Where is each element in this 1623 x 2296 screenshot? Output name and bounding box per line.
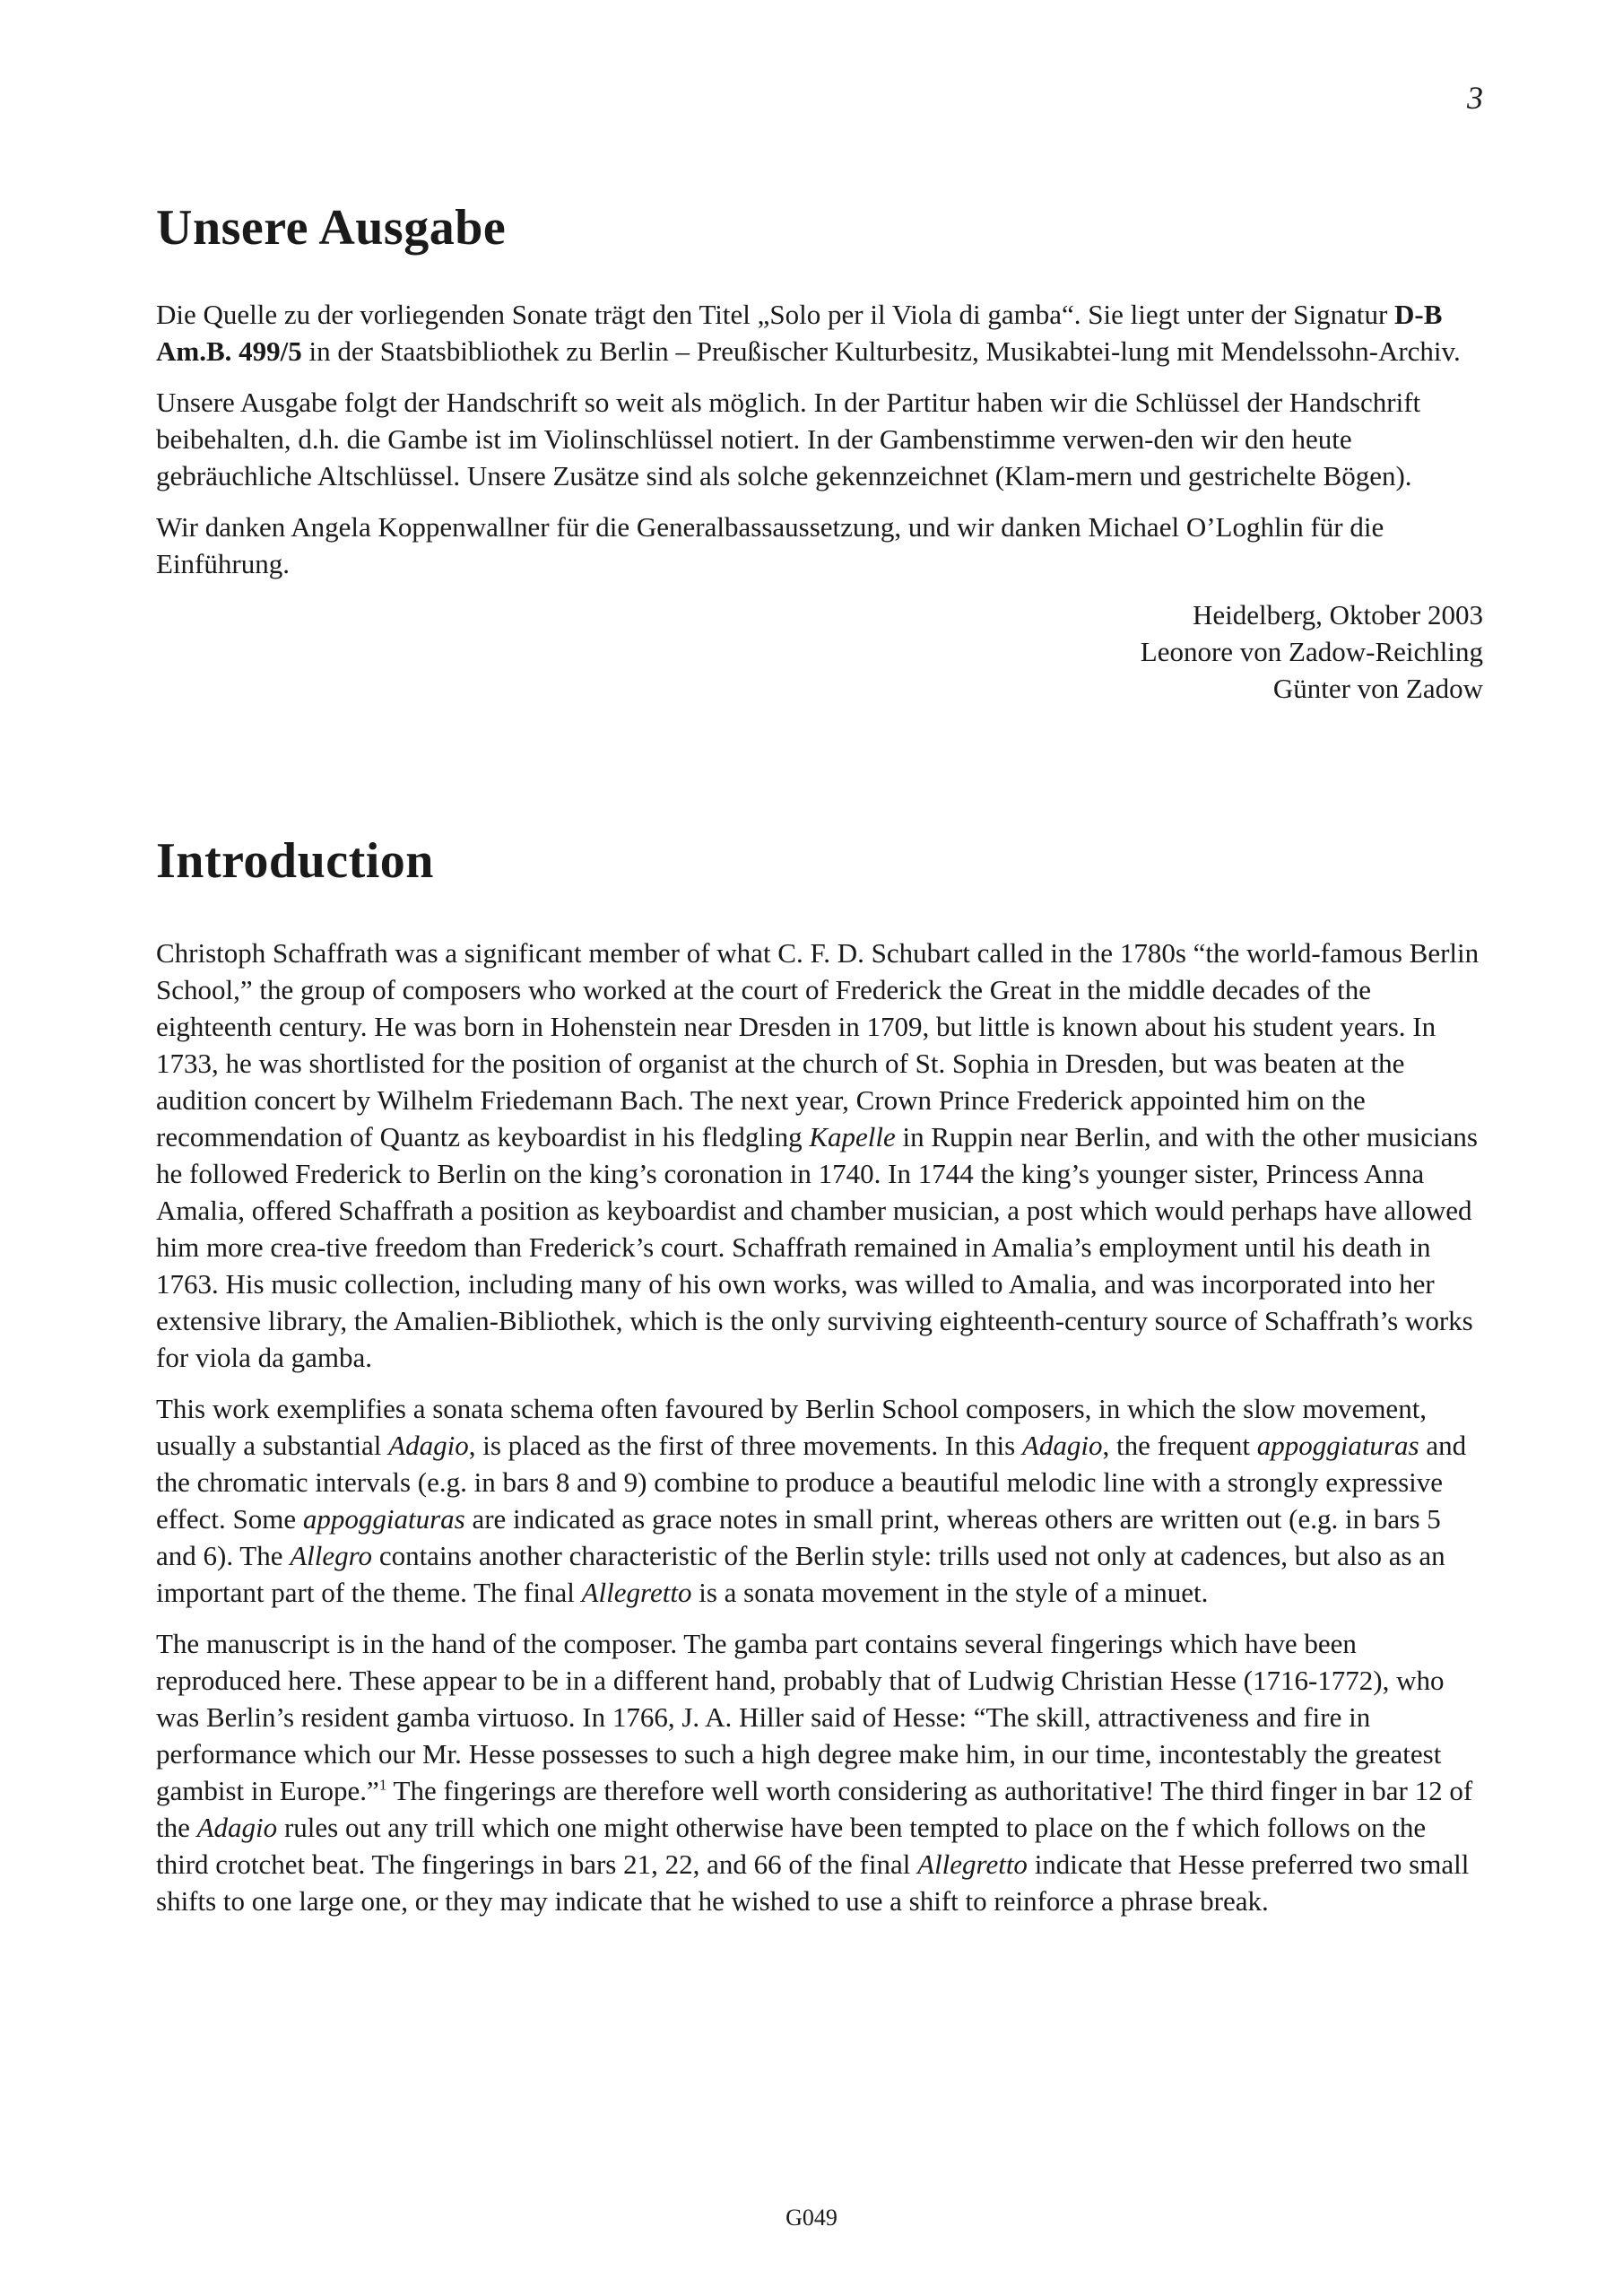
section-unsere-ausgabe-body <box>156 296 1483 707</box>
paragraph: Unsere Ausgabe folgt der Handschrift so weit als möglich. In der Partitur haben wir die Schlüssel der Handschrift beibehalten, d.h. die Gambe ist im Violinschlüssel notiert. In der Gambenstimme verwen-den wir den heute gebräuchliche Altschlüssel. Unsere Zusätze sind als solche gekennzeichnet (Klam-mern und gestrichelte Bögen). <box>156 387 1421 491</box>
signature-name: Leonore von Zadow-Reichling <box>1140 636 1483 667</box>
page-footer: G049 <box>785 2205 838 2231</box>
signature-name: Günter von Zadow <box>1272 673 1483 704</box>
paragraph: Die Quelle zu der vorliegenden Sonate trägt den Titel „Solo per il Viola di gamba“. Sie liegt unter der Signatur D-B Am.B. 499/5 in der Staatsbibliothek zu Berlin – Preußischer Kulturbesitz, Musikabtei-lung mit Mendelssohn-Archiv. <box>156 299 1461 367</box>
signature-block <box>156 596 1483 707</box>
section-title: Introduction <box>156 833 434 889</box>
paragraph: This work exemplifies a sonata schema often favoured by Berlin School composers, in which the slow movement, usually a substantial Adagio, is placed as the first of three movements. In this Adagio, the frequent appoggiaturas and the chromatic intervals (e.g. in bars 8 and 9) combine to produce a beautiful melodic line with a strongly expressive effect. Some appoggiaturas are indicated as grace notes in small print, whereas others are written out (e.g. in bars 5 and 6). The Allegro contains another characteristic of the Berlin style: trills used not only at cadences, but also as an important part of the theme. The final Allegretto is a sonata movement in the style of a minuet. <box>156 1393 1467 1608</box>
shelfmark: D-B Am.B. 499/5 <box>156 299 1443 367</box>
paragraph: Wir danken Angela Koppenwallner für die Generalbassaussetzung, und wir danken Michael O’Loghlin für die Einführung. <box>156 511 1384 579</box>
paragraph: The manuscript is in the hand of the composer. The gamba part contains several fingerings which have been reproduced here. These appear to be in a different hand, probably that of Ludwig Christian Hesse (1716-1772), who was Berlin’s resident gamba virtuoso. In 1766, J. A. Hiller said of Hesse: “The skill, attractiveness and fire in performance which our Mr. Hesse possesses to such a high degree make him, in our time, incontestably the greatest gambist in Europe.”$^1$ The fingerings are therefore well worth considering as authoritative! The third finger in bar 12 of the Adagio rules out any trill which one might otherwise have been tempted to place on the f which follows on the third crotchet beat. The fingerings in bars 21, 22, and 66 of the final Allegretto indicate that Hesse preferred two small shifts to one large one, or they may indicate that he wished to use a shift to reinforce a phrase break. <box>156 1628 1473 1917</box>
paragraph: Christoph Schaffrath was a significant member of what C. F. D. Schubart called in the 1780s “the world-famous Berlin School,” the group of composers who worked at the court of Frederick the Great in the middle decades of the eighteenth century. He was born in Hohenstein near Dresden in 1709, but little is known about his student years. In 1733, he was shortlisted for the position of organist at the church of St. Sophia in Dresden, but was beaten at the audition concert by Wilhelm Friedemann Bach. The next year, Crown Prince Frederick appointed him on the recommendation of Quantz as keyboardist in his fledgling Kapelle in Ruppin near Berlin, and with the other musicians he followed Frederick to Berlin on the king’s coronation in 1740. In 1744 the king’s younger sister, Princess Anna Amalia, offered Schaffrath a position as keyboardist and chamber musician, a post which would perhaps have allowed him more crea-tive freedom than Frederick’s court. Schaffrath remained in Amalia’s employment until his death in 1763. His music collection, including many of his own works, was willed to Amalia, and was incorporated into her extensive library, the Amalien-Bibliothek, which is the only surviving eighteenth-century source of Schaffrath’s works for viola da gamba. <box>156 937 1480 1373</box>
section-introduction-body <box>156 935 1483 1934</box>
page-number: 3 <box>1467 80 1483 116</box>
section-unsere-ausgabe <box>156 199 1483 257</box>
signature-place-date: Heidelberg, Oktober 2003 <box>1193 599 1483 631</box>
section-introduction <box>156 832 1483 890</box>
section-title: Unsere Ausgabe <box>156 200 507 256</box>
footnote-marker: 1 <box>378 1776 387 1794</box>
